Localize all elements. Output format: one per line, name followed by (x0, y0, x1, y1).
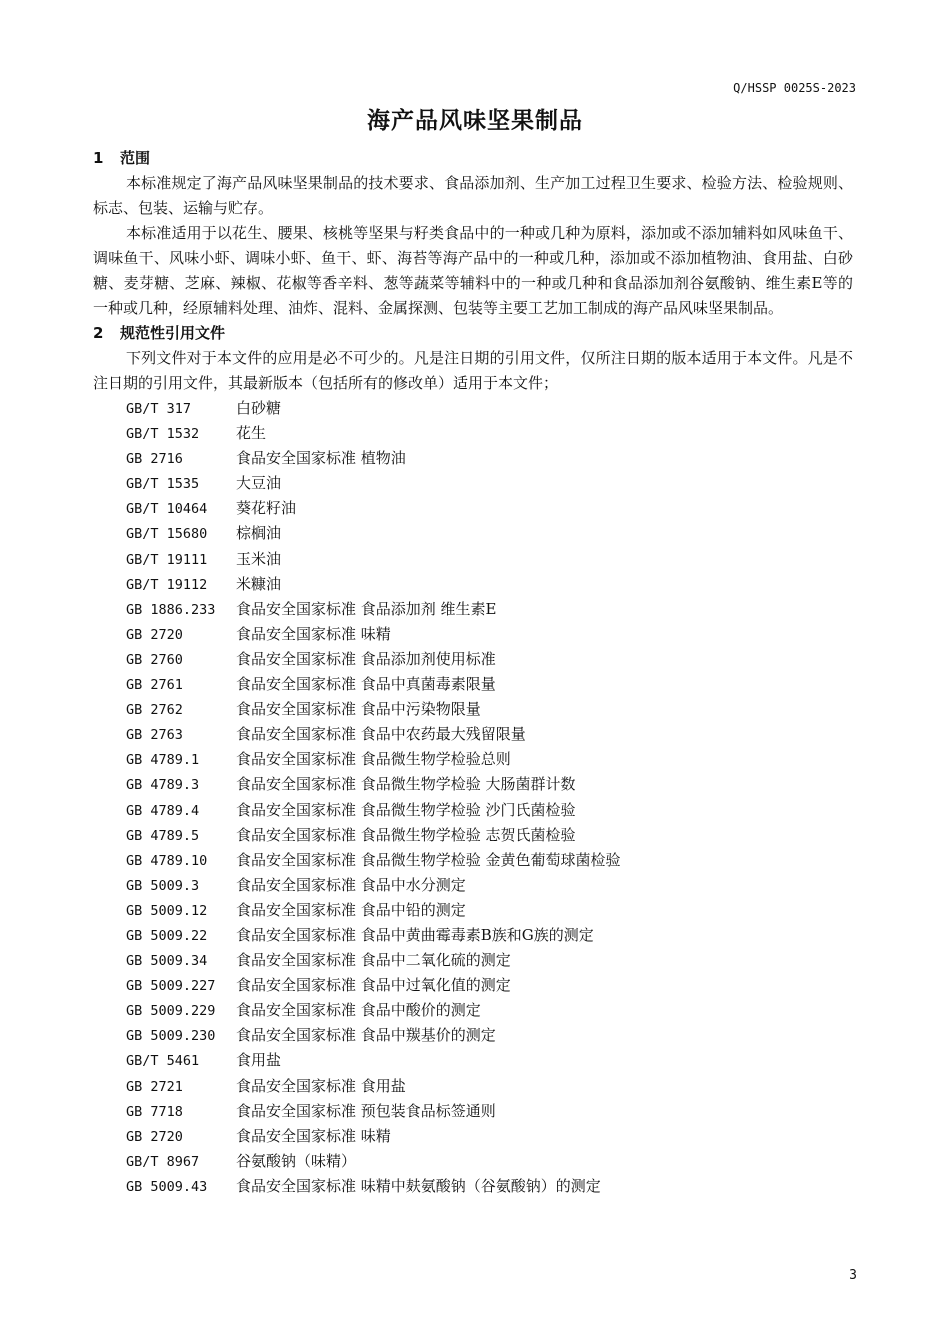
reference-code: GB/T 317 (126, 401, 192, 417)
reference-title: 食品安全国家标准 食品中水分测定 (236, 875, 466, 894)
reference-title: 谷氨酸钠（味精） (236, 1151, 357, 1170)
reference-title: 食品安全国家标准 食品微生物学检验 金黄色葡萄球菌检验 (236, 850, 621, 869)
reference-title: 食品安全国家标准 食品中羰基价的测定 (236, 1026, 496, 1045)
reference-title: 食品安全国家标准 食品中酸价的测定 (236, 1001, 481, 1020)
reference-item (93, 471, 853, 496)
reference-code: GB/T 8967 (126, 1153, 200, 1170)
section-number: 1 (93, 149, 104, 167)
reference-title: 食品安全国家标准 食品中农药最大残留限量 (236, 725, 526, 744)
reference-code: GB 5009.229 (126, 1003, 216, 1020)
scope-paragraph: 本标准适用于以花生、腰果、核桃等坚果与籽类食品中的一种或几种为原料，添加或不添加辅料如风味鱼干、调味鱼干、风味小虾、调味小虾、鱼干、虾、海苔等海产品中的一种或几种，添加或不添加植物油、食用盐、白砂糖、麦芽糖、芝麻、辣椒、花椒等香辛料、葱等蔬菜等辅料中的一种或几种和食品添加剂谷氨酸钠、维生素E等的一种或几种，经原辅料处理、油炸、混料、金属探测、包装等主要工艺加工制成的海产品风味坚果制品。 (93, 224, 853, 317)
section-title: 范围 (120, 149, 151, 167)
reference-item (93, 597, 853, 622)
reference-code: GB 2761 (126, 677, 183, 694)
reference-code: GB 1886.233 (126, 601, 216, 618)
reference-item (93, 948, 853, 973)
reference-title: 食品安全国家标准 食品中过氧化值的测定 (236, 976, 511, 995)
reference-code: GB/T 19111 (126, 551, 208, 568)
reference-code: GB 5009.22 (126, 927, 208, 944)
reference-title: 白砂糖 (236, 399, 282, 417)
reference-item (93, 1048, 853, 1073)
reference-code: GB 2720 (126, 1128, 183, 1145)
reference-title: 食品安全国家标准 预包装食品标签通则 (236, 1101, 496, 1120)
reference-code: GB 4789.1 (126, 752, 200, 769)
reference-code: GB/T 15680 (126, 526, 208, 543)
reference-title: 食品安全国家标准 食用盐 (236, 1076, 406, 1095)
reference-code: GB 5009.3 (126, 877, 200, 894)
reference-item (93, 1149, 853, 1174)
page-number: 3 (849, 1268, 857, 1283)
reference-item (93, 898, 853, 923)
reference-item (93, 873, 853, 898)
section-title: 规范性引用文件 (120, 324, 226, 342)
reference-item (93, 772, 853, 797)
reference-item (93, 973, 853, 998)
reference-item (93, 446, 853, 471)
document-title: 海产品风味坚果制品 (367, 108, 583, 134)
section-heading-scope (93, 146, 853, 171)
reference-title: 食品安全国家标准 食品中污染物限量 (236, 700, 481, 719)
reference-title: 食品安全国家标准 味精 (236, 1126, 391, 1145)
reference-item (93, 1174, 853, 1199)
reference-title: 食品安全国家标准 食品添加剂使用标准 (236, 649, 496, 668)
reference-code: GB 2720 (126, 626, 183, 643)
reference-item (93, 798, 853, 823)
reference-title: 玉米油 (236, 549, 282, 568)
section-heading-normative-references (93, 321, 853, 346)
document-body (93, 146, 853, 1199)
reference-title: 花生 (236, 424, 267, 443)
reference-item (93, 496, 853, 521)
reference-item (93, 1099, 853, 1124)
reference-code: GB 2721 (126, 1078, 183, 1095)
reference-code: GB 5009.43 (126, 1178, 208, 1195)
reference-title: 食品安全国家标准 食品微生物学检验总则 (236, 750, 511, 769)
reference-code: GB/T 10464 (126, 501, 208, 518)
reference-title: 食品安全国家标准 食品中真菌毒素限量 (236, 675, 496, 694)
reference-title: 食品安全国家标准 味精 (236, 624, 391, 643)
references-intro-paragraph: 下列文件对于本文件的应用是必不可少的。凡是注日期的引用文件，仅所注日期的版本适用于本文件。凡是不注日期的引用文件，其最新版本（包括所有的修改单）适用于本文件； (93, 349, 853, 392)
reference-title: 食品安全国家标准 食品中二氧化硫的测定 (236, 951, 511, 970)
reference-code: GB/T 5461 (126, 1053, 200, 1070)
reference-item (93, 1023, 853, 1048)
reference-title: 食用盐 (236, 1051, 282, 1070)
reference-title: 食品安全国家标准 食品微生物学检验 沙门氏菌检验 (236, 800, 576, 819)
reference-title: 葵花籽油 (236, 499, 297, 518)
reference-code: GB 4789.3 (126, 777, 200, 794)
reference-item (93, 697, 853, 722)
reference-title: 食品安全国家标准 植物油 (236, 449, 406, 468)
reference-code: GB 4789.10 (126, 852, 208, 869)
section-number: 2 (93, 324, 104, 342)
reference-code: GB/T 19112 (126, 576, 208, 593)
reference-code: GB 2763 (126, 727, 183, 744)
reference-item (93, 521, 853, 546)
reference-title: 棕榈油 (236, 524, 282, 543)
reference-title: 大豆油 (236, 474, 282, 493)
reference-item (93, 647, 853, 672)
reference-title: 米糠油 (236, 574, 282, 593)
reference-code: GB 4789.4 (126, 802, 200, 819)
reference-title: 食品安全国家标准 食品中黄曲霉毒素B族和G族的测定 (236, 925, 594, 944)
scope-paragraph: 本标准规定了海产品风味坚果制品的技术要求、食品添加剂、生产加工过程卫生要求、检验方法、检验规则、标志、包装、运输与贮存。 (93, 174, 853, 217)
reference-code: GB 2760 (126, 651, 183, 668)
reference-code: GB 5009.34 (126, 953, 208, 970)
reference-item (93, 823, 853, 848)
reference-code: GB 4789.5 (126, 827, 200, 844)
reference-item (93, 923, 853, 948)
reference-item (93, 1074, 853, 1099)
reference-code: GB 5009.227 (126, 978, 216, 995)
reference-list (93, 396, 853, 1199)
document-code: Q/HSSP 0025S-2023 (733, 81, 856, 95)
reference-code: GB/T 1535 (126, 476, 200, 493)
reference-title: 食品安全国家标准 食品中铅的测定 (236, 900, 466, 919)
reference-code: GB/T 1532 (126, 426, 200, 443)
reference-code: GB 2716 (126, 451, 183, 468)
reference-title: 食品安全国家标准 食品微生物学检验 大肠菌群计数 (236, 775, 576, 794)
reference-item (93, 572, 853, 597)
reference-title: 食品安全国家标准 食品微生物学检验 志贺氏菌检验 (236, 825, 576, 844)
reference-item (93, 1124, 853, 1149)
reference-item (93, 722, 853, 747)
reference-item (93, 998, 853, 1023)
reference-item (93, 547, 853, 572)
reference-item (93, 672, 853, 697)
reference-item (93, 747, 853, 772)
reference-item (93, 848, 853, 873)
reference-title: 食品安全国家标准 食品添加剂 维生素E (236, 599, 497, 618)
reference-title: 食品安全国家标准 味精中麸氨酸钠（谷氨酸钠）的测定 (236, 1176, 601, 1195)
reference-code: GB 5009.12 (126, 902, 208, 919)
reference-code: GB 5009.230 (126, 1028, 216, 1045)
reference-code: GB 7718 (126, 1103, 183, 1120)
reference-code: GB 2762 (126, 702, 183, 719)
reference-item (93, 622, 853, 647)
reference-item (93, 421, 853, 446)
reference-item (93, 396, 853, 421)
